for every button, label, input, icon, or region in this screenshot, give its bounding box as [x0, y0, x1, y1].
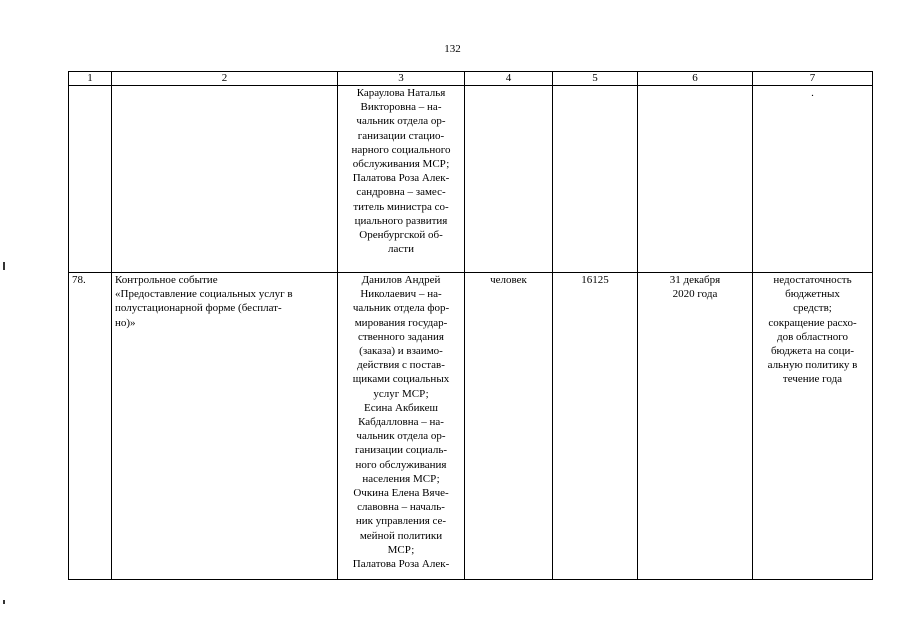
date-cell: 31 декабря 2020 года — [638, 273, 753, 580]
unit-cell: человек — [465, 273, 553, 580]
header-col-5: 5 — [553, 72, 638, 86]
header-col-2: 2 — [112, 72, 338, 86]
responsible-cell: Караулова Наталья Викторовна – на- чальник отдела ор- ганизации стацио- нарного социального обслуживания МСР; Палатова Роза Алек- сандровна – замес- титель министра со- циального развития Оренбургской об- ласти — [338, 86, 465, 273]
event-name-cell: Контрольное событие «Предоставление социальных услуг в полустационарной форме (бесплат- но)» — [112, 273, 338, 580]
responsible-cell: Данилов Андрей Николаевич – на- чальник отдела фор- мирования государ- ственного задания (заказа) и взаимо- действия с постав- щиками социальных услуг МСР; Есина Акбикеш Кабдалловна – на- чальник отдела ор- ганизации социаль- ного обслуживания населения МСР; Очкина Елена Вяче- славовна – началь- ник управления се- мейной политики МСР; Палатова Роза Алек- — [338, 273, 465, 580]
page-number: 132 — [444, 43, 461, 55]
header-col-7: 7 — [753, 72, 873, 86]
date-cell — [638, 86, 753, 273]
header-col-6: 6 — [638, 72, 753, 86]
table-row — [69, 86, 873, 273]
header-row — [69, 72, 873, 86]
value-cell — [553, 86, 638, 273]
scan-edge-mark — [3, 262, 5, 270]
table-row — [69, 273, 873, 580]
events-table — [68, 71, 873, 580]
header-col-4: 4 — [465, 72, 553, 86]
row-number-cell — [69, 86, 112, 273]
risks-cell: недостаточность бюджетных средств; сокращение расхо- дов областного бюджета на соци- альную политику в течение года — [753, 273, 873, 580]
header-col-1: 1 — [69, 72, 112, 86]
risks-cell: . — [753, 86, 873, 273]
row-number-cell: 78. — [69, 273, 112, 580]
event-name-cell — [112, 86, 338, 273]
unit-cell — [465, 86, 553, 273]
header-col-3: 3 — [338, 72, 465, 86]
scan-edge-mark — [3, 600, 5, 604]
value-cell: 16125 — [553, 273, 638, 580]
